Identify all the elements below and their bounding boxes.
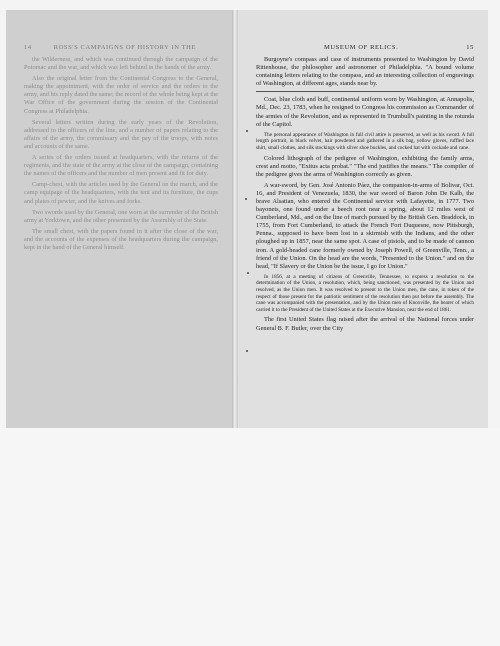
book-spread [6,10,488,428]
right-page-number: 15 [466,44,474,51]
left-running-head [24,44,218,51]
left-running-head-title: ROSS'S CAMPAIGNS OF HISTORY IN THE [53,44,197,51]
right-note-paragraph: In 1856, at a meeting of citizens of Greenville, Tennessee, to express a resolution to the determination of the Union, a resolution, which, being sanctioned, was presented by the Union and resolved, as the Union men. It was resolved to present to the Union men, the cane, in token of the respect of those present for the patriotic sentiment of the resolution then put before the assembly. The cane was accompanied with the presentation, and by the Union men of Knoxville, the bearer of which carried it to the President of the United States at the Executive Mansion, near the end of 1861. [256,273,474,313]
left-page-number: 14 [24,44,32,51]
scan-speck [246,350,248,352]
right-running-head-title: MUSEUM OF RELICS. [323,44,399,51]
right-paragraph: Burgoyne's compass and case of instruments presented to Washington by David Rittenhouse, the philosopher and astronomer of Philadelphia. "A bound volume containing letters relating to the compass, and an interesting collection of engravings of Washington, at different ages, stands near by. [256,56,474,88]
scan-speck [247,272,249,274]
right-paragraph: Coat, blue cloth and buff, continental uniform worn by Washington, at Annapolis, Md., Dec. 23, 1783, when he resigned to Congress his commission as Commander of the armies of the Revolution, and as represented in Trumbull's painting in the rotunda of the Capitol. [256,96,474,128]
left-paragraph: the Wilderness, and which was continued through the campaign of the Potomac and the war, and which was left behind in the hands of the army. [24,56,218,72]
left-page-body [24,56,218,255]
left-paragraph: A series of the orders issued at headquarters, with the returns of the regiments, and the state of the army at the close of the campaign, containing the names of the officers and the number of men present and fit for duty. [24,154,218,178]
right-paragraph: The first United States flag raised after the arrival of the National forces under General B. F. Butler, over the City [256,316,474,332]
left-paragraph: Several letters written during the early years of the Revolution, addressed to the officers of the line, and a number of papers relating to the affairs of the army, the commissary and the pay of the troops, with notes and accounts of the same. [24,118,218,150]
right-running-head [256,44,474,51]
scan-speck [245,198,247,200]
section-rule [256,91,474,92]
right-note-paragraph: The personal appearance of Washington in full civil attire is preserved, as well as his sword. A full length portrait, in black velvet, hair powdered and gathered in a silk bag, yellow gloves, ruffled lace shirt, small clothes, and silk stockings with silver shoe buckles, and cocked hat with cockade and cane. [256,131,474,151]
blank-scan-area [0,428,500,646]
right-page [238,10,488,428]
left-paragraph: Two swords used by the General, one worn at the surrender of the British army at Yorktown, and the other presented by the Assembly of the State. [24,208,218,224]
left-paragraph: Also the original letter from the Continental Congress to the General, making the appointment, with the order of service and the orders to the army, and his reply dated the same; the record of the whole being kept at the War Office of the government during the session of the Continental Congress at Philadelphia. [24,75,218,115]
right-paragraph: Colored lithograph of the pedigree of Washington, exhibiting the family arms, crest and motto, "Exitus acta probat." "The end justifies the means." The compiler of the pedigree gives the arms of Washington correctly as given. [256,154,474,178]
right-paragraph: A war-sword, by Gen. José Antonio Páez, the companion-in-arms of Bolivar, Oct. 16, and President of Venezuela, 1830, the war sword of Baron John De Kalb, the brave Alsatian, who entered the Continental service with Lafayette, in 1777. Two bayonets, one found under a beech root near a spring, about 12 miles west of Cumberland, Md., and on the line of march pursued by the British Gen. Braddock, in 1755, from Fort Cumberland, to attack the French Fort Duquesne, now Pittsburgh, Penna., supposed to have been lost in a skirmish with the Indians, and the other ploughed up in 1857, near the same spot. A case of pistols, and to be made of cannon iron. A gold-headed cane formerly owned by Joseph Powell, of Greenville, Tenn., a friend of the Union. On the head are the words, "Presented to the Union." and on the head, "If Slavery or the Union be the issue, I go for Union." [256,181,474,270]
left-page [6,10,232,428]
left-paragraph: Camp-chest, with the articles used by the General on the march, and the camp equipage of the headquarters, with the tent and its furniture, the cups and plates of pewter, and the knives and forks. [24,181,218,205]
left-paragraph: The small chest, with the papers found in it after the close of the war, and the accounts of the expenses of the headquarters during the campaign, kept in the hand of the General himself. [24,227,218,251]
scan-speck [246,130,248,132]
right-page-body [256,56,474,336]
